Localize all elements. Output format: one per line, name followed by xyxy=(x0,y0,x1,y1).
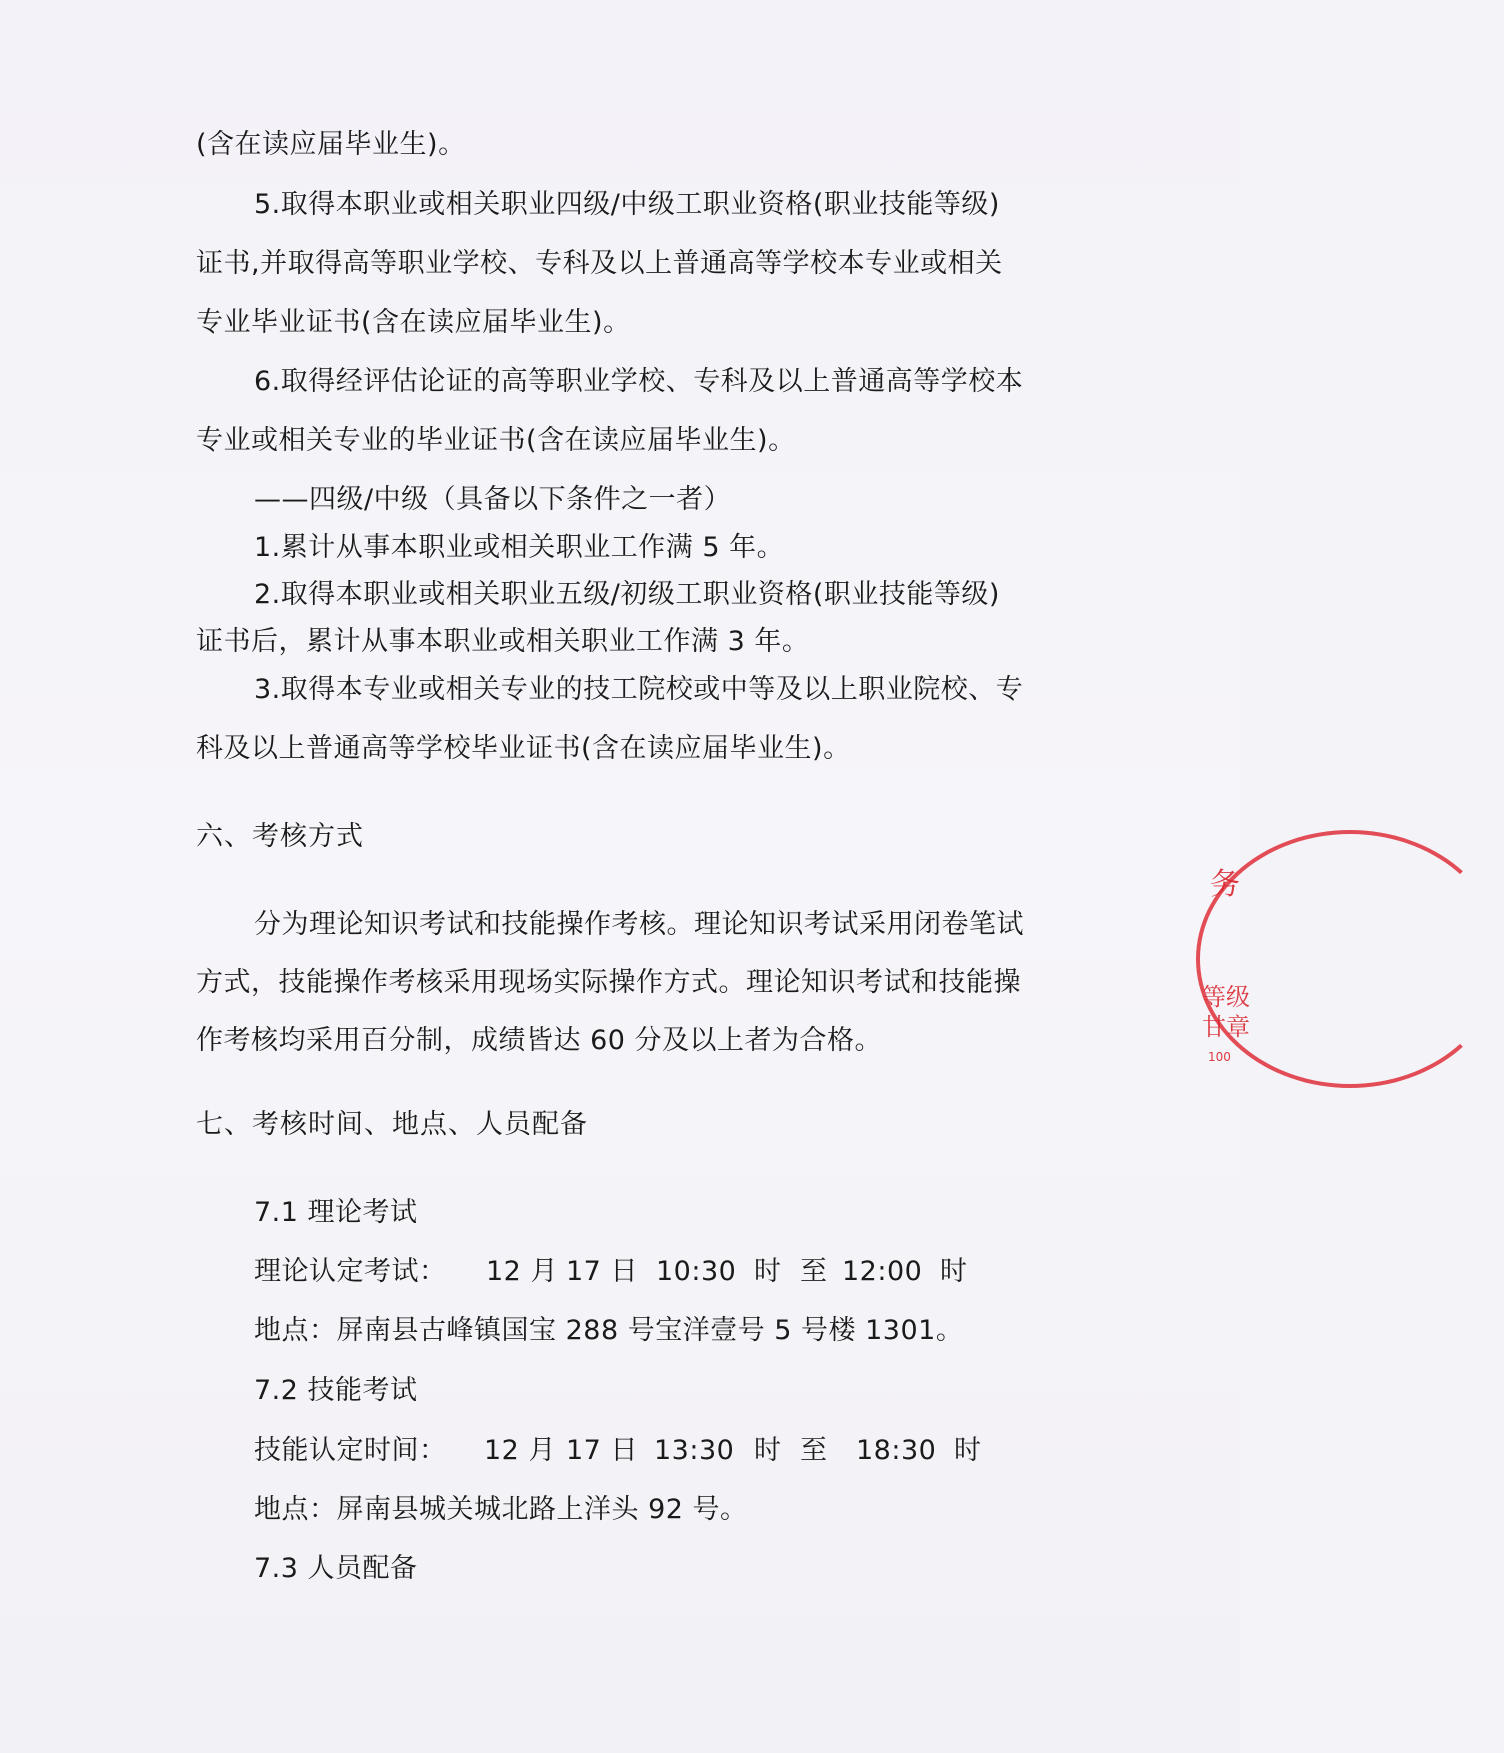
theory-to: 至 xyxy=(800,1256,828,1287)
skill-end-time: 18:30 xyxy=(856,1435,937,1466)
text-line: 2.取得本职业或相关职业五级/初级工职业资格(职业技能等级) xyxy=(254,579,1000,610)
text-line: 证书后，累计从事本职业或相关职业工作满 3 年。 xyxy=(196,626,810,657)
skill-location: 地点：屏南县城关城北路上洋头 92 号。 xyxy=(254,1494,748,1525)
text-line: 证书,并取得高等职业学校、专科及以上普通高等学校本专业或相关 xyxy=(196,248,1003,279)
seal-char: 甘章 xyxy=(1202,1013,1250,1041)
official-seal-stamp xyxy=(1196,830,1250,1080)
seal-char: 100 xyxy=(1208,1050,1231,1064)
skill-schedule-label: 技能认定时间： xyxy=(254,1435,447,1466)
text-line: 作考核均采用百分制，成绩皆达 60 分及以上者为合格。 xyxy=(196,1025,883,1056)
skill-start-time: 13:30 xyxy=(654,1435,735,1466)
theory-location: 地点：屏南县古峰镇国宝 288 号宝洋壹号 5 号楼 1301。 xyxy=(254,1315,964,1346)
subheading-skill-exam: 7.2 技能考试 xyxy=(254,1375,418,1406)
theory-end-time: 12:00 xyxy=(842,1256,923,1287)
theory-schedule-row xyxy=(0,1255,1240,1289)
text-line: 专业或相关专业的毕业证书(含在读应届毕业生)。 xyxy=(196,425,796,456)
skill-to: 至 xyxy=(800,1435,828,1466)
section-heading-assessment-method: 六、考核方式 xyxy=(196,821,364,852)
theory-unit-1: 时 xyxy=(754,1256,782,1287)
seal-ring xyxy=(1196,830,1504,1088)
subheading-theory-exam: 7.1 理论考试 xyxy=(254,1197,418,1228)
text-line: (含在读应届毕业生)。 xyxy=(196,129,466,160)
skill-month: 12 月 xyxy=(484,1435,556,1466)
skill-day: 17 日 xyxy=(566,1435,638,1466)
seal-char: 等级 xyxy=(1202,983,1250,1011)
theory-month: 12 月 xyxy=(486,1256,558,1287)
text-line: 5.取得本职业或相关职业四级/中级工职业资格(职业技能等级) xyxy=(254,189,1000,220)
theory-start-time: 10:30 xyxy=(656,1256,737,1287)
theory-unit-2: 时 xyxy=(940,1256,968,1287)
text-line: 6.取得经评估论证的高等职业学校、专科及以上普通高等学校本 xyxy=(254,366,1024,397)
section-heading-schedule: 七、考核时间、地点、人员配备 xyxy=(196,1109,588,1140)
text-line: 科及以上普通高等学校毕业证书(含在读应届毕业生)。 xyxy=(196,733,851,764)
seal-char: 务 xyxy=(1210,867,1240,902)
skill-schedule-row xyxy=(0,1434,1240,1468)
text-line: 3.取得本专业或相关专业的技工院校或中等及以上职业院校、专 xyxy=(254,674,1024,705)
subheading-staffing: 7.3 人员配备 xyxy=(254,1553,418,1584)
text-line: 1.累计从事本职业或相关职业工作满 5 年。 xyxy=(254,532,785,563)
theory-schedule-label: 理论认定考试： xyxy=(254,1256,447,1287)
skill-unit-2: 时 xyxy=(954,1435,982,1466)
skill-unit-1: 时 xyxy=(754,1435,782,1466)
text-line: 分为理论知识考试和技能操作考核。理论知识考试采用闭卷笔试 xyxy=(254,909,1024,940)
text-line: ——四级/中级（具备以下条件之一者） xyxy=(254,484,732,515)
theory-day: 17 日 xyxy=(566,1256,638,1287)
text-line: 专业毕业证书(含在读应届毕业生)。 xyxy=(196,307,631,338)
text-line: 方式，技能操作考核采用现场实际操作方式。理论知识考试和技能操 xyxy=(196,967,1021,998)
